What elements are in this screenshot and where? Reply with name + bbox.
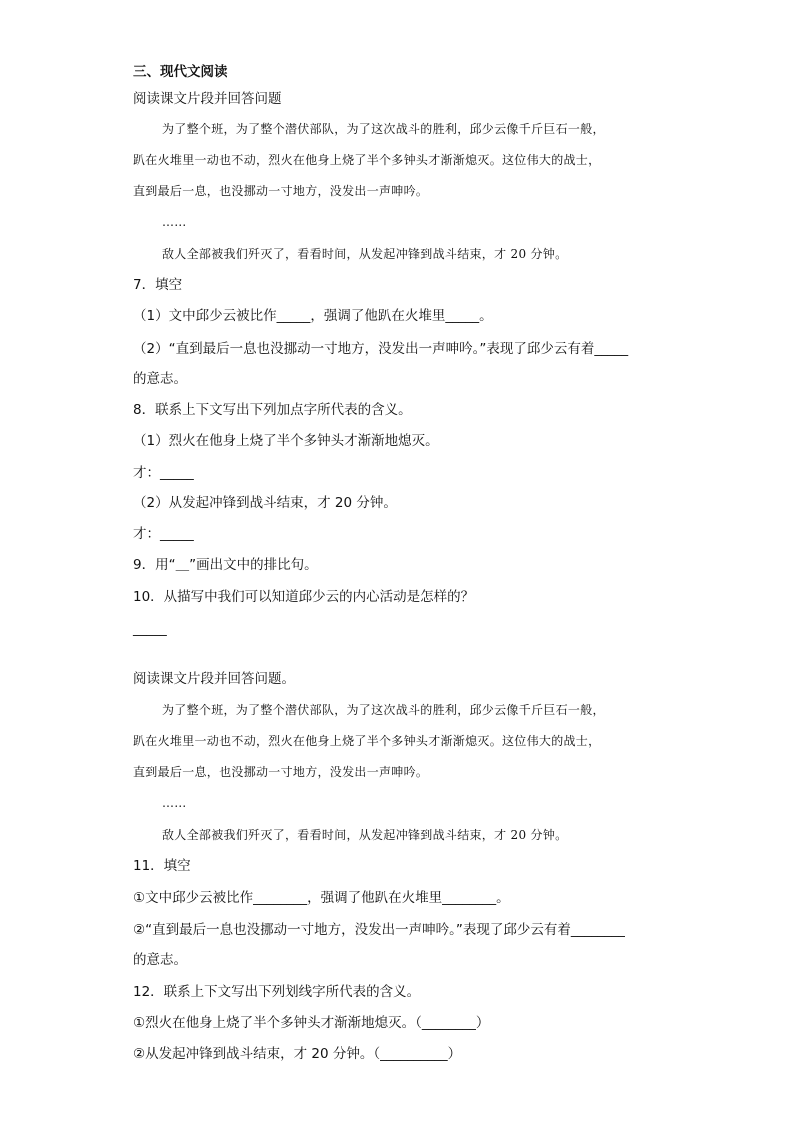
question-line: 的意志。 xyxy=(133,371,187,387)
part2-passage-line: 趴在火堆里一动也不动，烈火在他身上烧了半个多钟头才渐渐熄灭。这位伟大的战士， xyxy=(133,734,601,748)
part2-passage-ellipsis: …… xyxy=(162,796,187,810)
question-line: ②“直到最后一息也没挪动一寸地方，没发出一声呻吟。”表现了邱少云有着________ xyxy=(133,922,625,938)
question-line: （1）烈火在他身上烧了半个多钟头才渐渐地熄灭。 xyxy=(133,433,439,449)
part2-passage-line: 敌人全部被我们歼灭了，看看时间，从发起冲锋到战斗结束，才 20 分钟。 xyxy=(162,828,568,842)
question-line: （2）从发起冲锋到战斗结束，才 20 分钟。 xyxy=(133,495,397,511)
question-line: （2）“直到最后一息也没挪动一寸地方，没发出一声呻吟。”表现了邱少云有着_____ xyxy=(133,341,629,357)
part1-passage-ellipsis: …… xyxy=(162,215,187,229)
question-heading: 8．联系上下文写出下列加点字所代表的含义。 xyxy=(133,402,412,418)
part1-passage-line: 敌人全部被我们歼灭了，看看时间，从发起冲锋到战斗结束，才 20 分钟。 xyxy=(162,247,568,261)
section-title: 三、现代文阅读 xyxy=(133,64,228,80)
part1-passage-line: 为了整个班，为了整个潜伏部队，为了这次战斗的胜利，邱少云像千斤巨石一般， xyxy=(162,122,605,136)
answer-line: 才：_____ xyxy=(133,465,194,481)
part2-passage-line: 直到最后一息，也没挪动一寸地方，没发出一声呻吟。 xyxy=(133,765,429,779)
answer-line: _____ xyxy=(133,621,167,637)
part2-passage-line: 为了整个班，为了整个潜伏部队，为了这次战斗的胜利，邱少云像千斤巨石一般， xyxy=(162,703,605,717)
question-heading: 11．填空 xyxy=(133,858,191,874)
question-heading: 10．从描写中我们可以知道邱少云的内心活动是怎样的？ xyxy=(133,589,475,605)
question-line: （1）文中邱少云被比作_____，强调了他趴在火堆里_____。 xyxy=(133,308,493,324)
question-heading: 7．填空 xyxy=(133,277,183,293)
answer-line: 才：_____ xyxy=(133,526,194,542)
part1-passage-line: 趴在火堆里一动也不动，烈火在他身上烧了半个多钟头才渐渐熄灭。这位伟大的战士， xyxy=(133,153,601,167)
question-line: 的意志。 xyxy=(133,952,187,968)
part2-instruction: 阅读课文片段并回答问题。 xyxy=(133,671,295,687)
question-heading: 9．用“＿”画出文中的排比句。 xyxy=(133,557,318,573)
part1-passage-line: 直到最后一息，也没挪动一寸地方，没发出一声呻吟。 xyxy=(133,184,429,198)
part1-instruction: 阅读课文片段并回答问题 xyxy=(133,91,282,107)
question-line: ①文中邱少云被比作________，强调了他趴在火堆里________。 xyxy=(133,890,510,906)
question-line: ②从发起冲锋到战斗结束，才 20 分钟。（__________） xyxy=(133,1046,462,1062)
question-line: ①烈火在他身上烧了半个多钟头才渐渐地熄灭。（________） xyxy=(133,1015,490,1031)
question-heading: 12．联系上下文写出下列划线字所代表的含义。 xyxy=(133,984,421,1000)
